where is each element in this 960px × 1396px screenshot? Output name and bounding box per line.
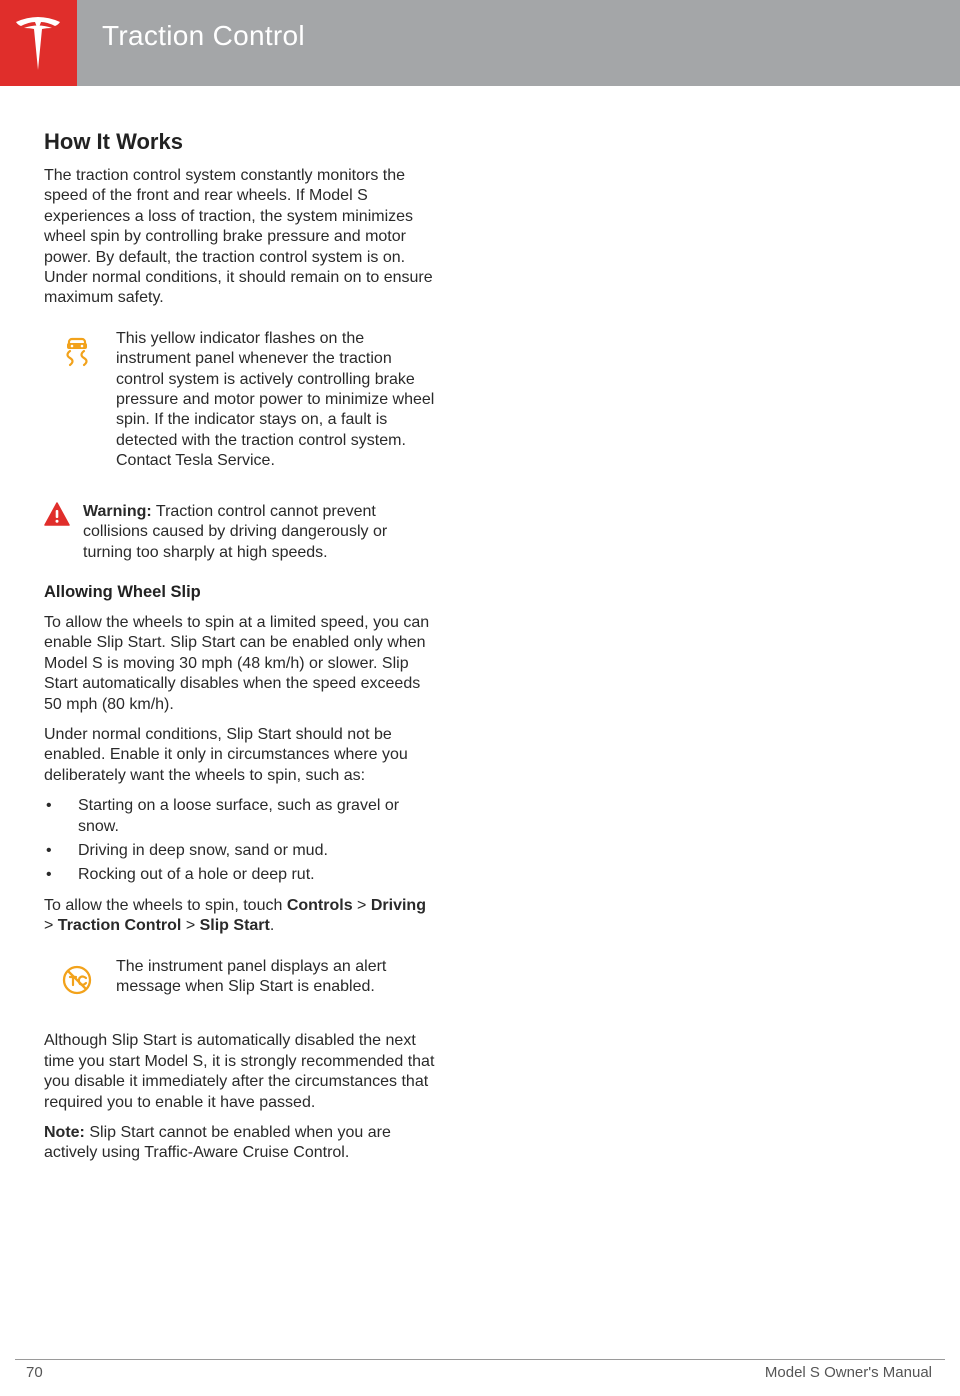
manual-title: Model S Owner's Manual [764, 1364, 932, 1381]
bullet-list [44, 796, 436, 886]
indicator-note [44, 329, 436, 472]
note-body: Slip Start cannot be enabled when you are actively using Traffic-Aware Cruise Control. [44, 1124, 391, 1162]
footer-divider [15, 1359, 945, 1360]
note-label: Note: [44, 1124, 85, 1142]
main-content [44, 128, 436, 1164]
tesla-t-icon [14, 14, 62, 72]
menu-path-traction-control: Traction Control [57, 917, 182, 935]
traction-control-off-icon [60, 963, 94, 997]
warning-icon [44, 502, 70, 526]
list-item: • Rocking out of a hole or deep rut. [46, 866, 315, 884]
warning-label: Warning: [83, 502, 152, 520]
page-title: Traction Control [102, 20, 305, 51]
page-number: 70 [26, 1364, 43, 1381]
warning-body: Traction control cannot prevent collisions caused by driving dangerously or turning too sharply at high speeds. [83, 502, 388, 561]
slip-start-alert-note [44, 957, 436, 998]
page-header [0, 0, 960, 86]
tesla-logo [0, 0, 77, 86]
section-heading-how-it-works: How It Works [44, 129, 183, 154]
warning-callout [44, 502, 436, 563]
menu-path-instructions: To allow the wheels to spin, touch Controls > Driving > Traction Control > Slip Start. [44, 896, 426, 935]
list-item: • Starting on a loose surface, such as gravel or snow. [46, 797, 400, 835]
alert-description: The instrument panel displays an alert message when Slip Start is enabled. [116, 957, 387, 995]
list-item: • Driving in deep snow, sand or mud. [46, 841, 328, 859]
section-heading-allowing-wheel-slip: Allowing Wheel Slip [44, 582, 201, 601]
paragraph: Although Slip Start is automatically disabled the next time you start Model S, it is strongly recommended that you disable it immediately after the circumstances that required you to enable it have passed. [44, 1032, 435, 1111]
paragraph: To allow the wheels to spin at a limited speed, you can enable Slip Start. Slip Start can be enabled only when Model S is moving 30 mph (48 km/h) or slower. Slip Start automatically disables when the speed exceeds 50 mph (80 km/h). [44, 613, 430, 713]
warning-text [83, 502, 436, 563]
menu-path-driving: Driving [370, 896, 426, 914]
indicator-description: This yellow indicator flashes on the instrument panel whenever the traction control system is actively controlling brake pressure and motor power to minimize wheel spin. If the indicator stays on, a fault is detected with the traction control system. Contact Tesla Service. [116, 329, 435, 470]
paragraph: Under normal conditions, Slip Start should not be enabled. Enable it only in circumstances where you deliberately want the wheels to spin, such as: [44, 725, 408, 784]
paragraph: The traction control system constantly monitors the speed of the front and rear wheels. If Model S experiences a loss of traction, the system minimizes wheel spin by controlling brake pressure and motor power. By default, the traction control system is on. Under normal conditions, it should remain on to ensure maximum safety. [44, 167, 433, 307]
note [44, 1123, 436, 1164]
traction-control-indicator-icon [60, 335, 94, 369]
menu-path-controls: Controls [286, 896, 353, 914]
menu-path-slip-start: Slip Start [199, 917, 270, 935]
